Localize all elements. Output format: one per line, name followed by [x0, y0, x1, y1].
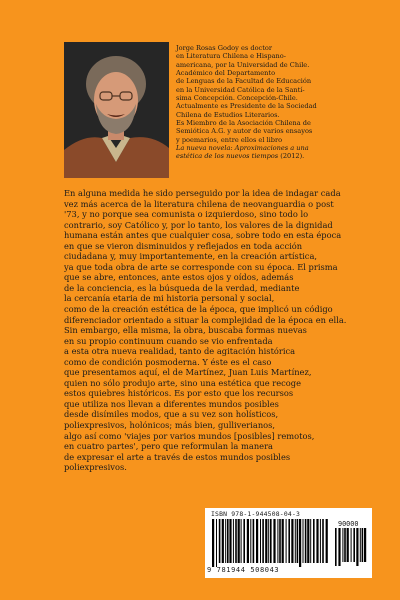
bio-book-title: La nueva novela: Aproximaciones a una [176, 144, 309, 153]
barcode-bar [316, 519, 318, 563]
bio-book-title-end: estética de los nuevos tiempos [176, 152, 279, 161]
bio-line: Académico del Departamento [176, 69, 276, 78]
barcode-bar [247, 519, 249, 563]
barcode-bar [362, 528, 364, 562]
barcode-bar [265, 519, 267, 563]
barcode-bar [313, 519, 315, 563]
isbn-label: ISBN 978-1-944508-04-3 [211, 510, 301, 518]
barcode-bar [286, 519, 287, 563]
body-line: ciudadana y, muy importantemente, en la creación artística, [64, 251, 318, 262]
body-line: a esta otra nueva realidad, tanto de agitación histórica [64, 346, 296, 357]
price-bars [335, 528, 367, 566]
price-code: 90000 [338, 520, 359, 528]
barcode-bar [256, 519, 258, 563]
body-line: '73, y no porque sea comunista o izquierdoso, sino todo lo [64, 209, 309, 220]
body-line: la cercanía etaria de mi historia personal y social, [64, 293, 275, 304]
bio-line: Chilena de Estudios Literarios. [176, 110, 280, 119]
bio-line: Semiótica A.G. y autor de varios ensayos [176, 127, 313, 136]
barcode-bar [253, 519, 255, 563]
bio-line: americana, por la Universidad de Chile. [176, 60, 310, 69]
barcode-bar [268, 519, 269, 563]
barcode-bar [241, 519, 242, 563]
body-line: en cuatro partes', pero que reformulan la manera [64, 441, 273, 452]
barcode-bar [305, 519, 307, 563]
ean-digits: 9 781944 508043 [207, 566, 280, 574]
barcode-bar [351, 528, 352, 562]
barcode-bar [310, 519, 311, 563]
back-cover-text [64, 188, 364, 473]
barcode-bar [297, 519, 299, 563]
barcode-bar [326, 519, 328, 563]
body-line: de expresar el arte a través de estos mundos posibles [64, 451, 291, 462]
body-line: en su propio continuum cuando se vio enfrentada [64, 335, 273, 346]
body-line: como de condición posmoderna. Y éste es el caso [64, 356, 272, 367]
isbn-barcode [205, 508, 372, 578]
author-photo [64, 42, 169, 178]
body-line: poliexpresivos, holónicos; más bien, gulliverianos, [64, 420, 276, 431]
bio-book-year: (2012). [278, 152, 305, 161]
barcode-bar [250, 519, 251, 563]
bio-line: sima Concepción. Concepción-Chile. [176, 94, 298, 103]
body-line: Sin embargo, ella misma, la obra, buscaba formas nuevas [64, 325, 307, 336]
ean-bars [212, 519, 330, 567]
bio-line: Actualmente es Presidente de la Sociedad [176, 102, 317, 111]
barcode-bar [303, 519, 304, 563]
bio-line: Jorge Rosas Godoy es doctor [176, 44, 272, 52]
barcode-bar [322, 519, 324, 563]
barcode-bar [356, 528, 358, 566]
body-line: diferenciador orientado a situar la complejidad de la época en ella. [64, 314, 347, 325]
bio-line: Es Miembro de la Asociación Chilena de [176, 119, 311, 128]
barcode-bar [295, 519, 296, 563]
barcode-bar [291, 519, 293, 563]
bio-line: en la Universidad Católica de la Santí- [176, 85, 305, 94]
barcode-bar [238, 519, 240, 563]
barcode-bar [353, 528, 355, 562]
body-line: en que se vieron disminuidos y reflejados en toda acción [64, 240, 303, 251]
body-line: quien no sólo produjo arte, sino una estética que recoge [64, 377, 302, 388]
body-line: poliexpresivos. [64, 462, 127, 473]
body-line: como de la creación estética de la época, que implicó un código [64, 304, 333, 315]
barcode-bar [279, 519, 281, 563]
barcode-bar [219, 519, 221, 563]
barcode-bar [260, 519, 261, 563]
barcode-bar [288, 519, 290, 563]
barcode-bar [307, 519, 309, 563]
body-line: contrario, soy Católico y, por lo tanto, los valores de la dignidad [64, 219, 333, 230]
barcode-bar [347, 528, 349, 562]
barcode-bar [229, 519, 231, 563]
body-line: desde disímiles modos, que a su vez son holísticos, [64, 409, 279, 420]
barcode-bar [216, 519, 217, 567]
bio-book-title-line [176, 152, 376, 160]
body-line: En alguna medida he sido perseguido por la idea de indagar cada [64, 188, 341, 198]
barcode-bar [262, 519, 264, 563]
body-line: que utiliza nos llevan a diferentes mundos posibles [64, 398, 279, 409]
barcode-bar [273, 519, 275, 563]
barcode-bar [235, 519, 237, 563]
barcode-bar [338, 528, 340, 566]
barcode-bar [320, 519, 321, 563]
barcode-bar [227, 519, 229, 563]
barcode-bar [243, 519, 245, 563]
barcode-bar [342, 528, 343, 562]
barcode-bar [364, 528, 366, 562]
barcode-bar [225, 519, 226, 563]
barcode-bar [344, 528, 346, 562]
barcode-bar [233, 519, 234, 563]
barcode-bar [335, 528, 337, 566]
body-line: estos quiebres históricos. Es por esto que los recursos [64, 388, 294, 399]
body-line: algo así como 'viajes por varios mundos [posibles] remotos, [64, 430, 315, 441]
barcode-bar [282, 519, 284, 563]
body-line: que se abre, entonces, ante estos ojos y oídos, además [64, 272, 294, 283]
body-line: vez más acerca de la literatura chilena de neovanguardia o post [64, 198, 334, 209]
body-line: humana están antes que cualquier cosa, sobre todo en esta época [64, 230, 342, 241]
body-line: ya que toda obra de arte se corresponde con su época. El prisma [64, 261, 338, 272]
author-bio [176, 44, 376, 161]
barcode-bar [270, 519, 272, 563]
bio-line: en Literatura Chilena e Hispano- [176, 52, 286, 61]
barcode-bar [360, 528, 361, 562]
body-line: que presentamos aquí, el de Martínez, Juan Luis Martínez, [64, 367, 312, 378]
barcode-bar [299, 519, 301, 567]
barcode-bar [212, 519, 214, 567]
body-line: de la conciencia, es la búsqueda de la verdad, mediante [64, 282, 300, 293]
bio-line: de Lenguas de la Facultad de Educación [176, 77, 312, 86]
barcode-bar [277, 519, 278, 563]
barcode-bar [222, 519, 224, 563]
bio-line: y poemarios, entre ellos el libro [176, 135, 283, 144]
